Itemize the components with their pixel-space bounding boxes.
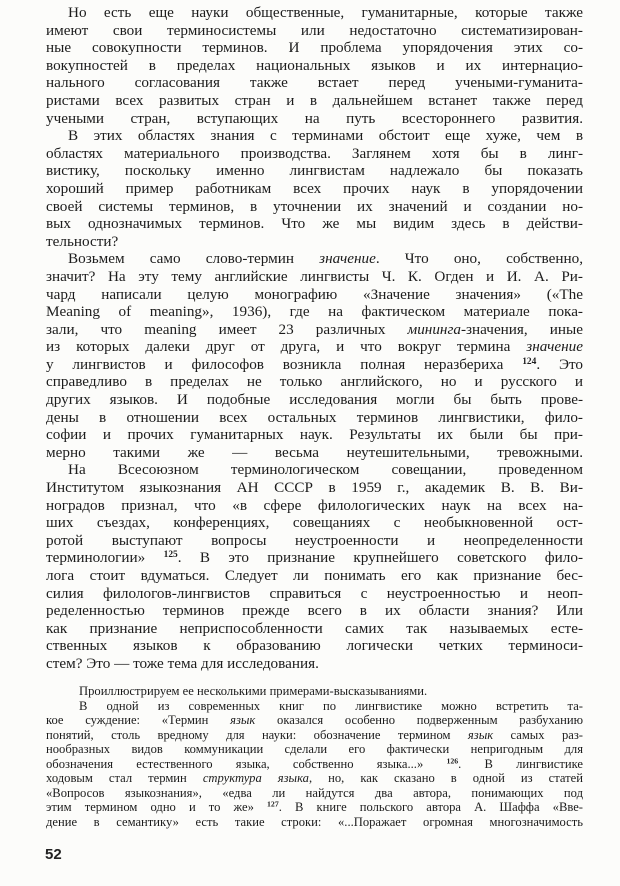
text-line xyxy=(46,444,583,462)
italic-term: структура языка xyxy=(202,771,309,786)
text-line xyxy=(46,728,583,743)
text-line xyxy=(46,39,583,57)
small-print-text xyxy=(46,684,583,829)
text-line xyxy=(46,373,583,391)
italic-term: мининга xyxy=(407,320,461,338)
italic-term: значение xyxy=(526,338,583,356)
text-line xyxy=(46,699,583,714)
text-run: мерно такими же — весьма неутешительными, тревожными. xyxy=(46,443,583,461)
paragraph xyxy=(46,127,583,250)
text-run: областях материального производства. Заглянем хотя бы в линг- xyxy=(46,144,583,162)
text-run: стем? Это — тоже тема для исследования. xyxy=(46,654,319,672)
text-run: В одной из современных книг по лингвистике можно встретить та- xyxy=(79,698,583,713)
text-run: имеют свои терминосистемы или недостаточно систематизирован- xyxy=(46,21,583,39)
text-run: хороший пример работникам всех прочих наук в упорядочении xyxy=(46,179,583,197)
text-run: . Это xyxy=(536,355,583,373)
text-run: ные совокупности терминов. И проблема упорядочения этих со- xyxy=(46,39,583,57)
text-run: справедливо в пределах не только английского, но и русского и xyxy=(46,373,583,391)
text-run: -значения, иные xyxy=(460,320,584,338)
text-run: вистику, поскольку именно лингвистам надлежало бы показать xyxy=(46,162,583,180)
text-line xyxy=(46,338,583,356)
text-line xyxy=(46,268,583,286)
text-line xyxy=(46,57,583,75)
text-line xyxy=(46,514,583,532)
text-line xyxy=(46,497,583,515)
text-line xyxy=(46,620,583,638)
text-line xyxy=(46,786,583,801)
text-run: значит? На эту тему английские лингвисты Ч. К. Огден и И. А. Ри- xyxy=(46,267,583,285)
text-run: дены в отношении всех остальных терминов лингвистики, фило- xyxy=(46,408,583,426)
text-line xyxy=(46,532,583,550)
text-run: В этих областях знания с терминами обстоит еще хуже, чем в xyxy=(68,127,583,145)
text-line xyxy=(46,391,583,409)
text-run: терминологии» xyxy=(46,549,164,567)
text-line xyxy=(46,567,583,585)
text-run: понятий, столь вредному для науки: обозначение термином xyxy=(46,727,468,742)
text-run: ственных языков к образованию логически четких терминоси- xyxy=(46,637,583,655)
text-run: ноградов признал, что «в сфере филологических наук на всех на- xyxy=(46,496,583,514)
footnote-ref: 125 xyxy=(163,550,178,561)
italic-term: язык xyxy=(467,727,494,742)
text-line xyxy=(46,74,583,92)
text-line xyxy=(46,742,583,757)
text-run: «Вопросов языкознания», «едва ли найдутся два автора, понимающих под xyxy=(46,785,583,800)
text-line xyxy=(46,637,583,655)
text-line xyxy=(46,127,583,145)
text-run: , но, как сказано в одной из статей xyxy=(308,771,584,786)
text-line xyxy=(46,426,583,444)
text-line xyxy=(46,549,583,567)
text-run: ротой выступают вопросы неустроенности и неопределенности xyxy=(46,531,583,549)
text-run: своей системы терминов, в уточнении их значений и создании но- xyxy=(46,197,583,215)
text-run: На Всесоюзном терминологическом совещании, проведенном xyxy=(68,461,583,479)
text-line xyxy=(46,215,583,233)
text-run: учеными стран, вступающих на путь всестороннего развития. xyxy=(46,109,583,127)
text-run: . Что оно, собственно, xyxy=(375,250,583,268)
text-line xyxy=(46,713,583,728)
text-run: Возьмем само слово-термин xyxy=(68,250,320,268)
text-run: вых однозначимых терминов. Что же мы видим здесь в действи- xyxy=(46,215,583,233)
text-run: самых раз- xyxy=(493,727,583,742)
text-run: нального согласования также встает перед учеными-гуманита- xyxy=(46,74,583,92)
text-line xyxy=(46,356,583,374)
text-line xyxy=(46,585,583,603)
text-run: других языков. И подобные исследования могли бы быть прове- xyxy=(46,391,583,409)
text-run: из которых далеки друг от друга, и что вокруг термина xyxy=(46,338,527,356)
text-line xyxy=(46,815,583,830)
footnote-ref: 124 xyxy=(522,356,537,367)
text-run: Проиллюстрируем ее несколькими примерами-высказываниями. xyxy=(79,684,428,698)
text-line xyxy=(46,250,583,268)
text-run: дение в семантику» есть такие строки: «...Поражает огромная многозначимость xyxy=(46,814,583,829)
text-run: обозначения естественного языка, собственно языка...» xyxy=(46,756,447,771)
text-run: силия филологов-лингвистов справиться с неустроенностью и неоп- xyxy=(46,584,583,602)
text-run: ших съездах, конференциях, совещаниях с необыкновенной ост- xyxy=(46,514,583,532)
text-line xyxy=(46,286,583,304)
text-run: нообразных видов коммуникации сделали его фактически непригодным для xyxy=(46,742,583,757)
text-run: . В это признание крупнейшего советского фило- xyxy=(177,549,584,567)
text-run: этим термином одно и то же» xyxy=(46,800,268,815)
text-line xyxy=(46,92,583,110)
text-run: Институтом языкознания АН СССР в 1959 г., академик В. В. Ви- xyxy=(46,479,583,497)
italic-term: значение xyxy=(319,250,376,268)
text-run: у лингвистов и философов возникла полная неразбериха xyxy=(46,355,523,373)
text-run: зали, что meaning имеет 23 различных xyxy=(46,320,408,338)
text-run: вокупностей в пределах национальных языков и их интернацио- xyxy=(46,56,583,74)
text-run: ходовым стал термин xyxy=(46,771,203,786)
paragraph xyxy=(46,250,583,461)
text-line xyxy=(46,655,583,673)
text-run: ристами всех развитых стран и в дальнейшем встанет также перед xyxy=(46,91,583,109)
text-run: чард написали целую монографию «Значение значения» («The xyxy=(46,285,583,303)
text-line xyxy=(46,145,583,163)
text-line xyxy=(46,757,583,772)
text-run: Но есть еще науки общественные, гуманитарные, которые также xyxy=(68,4,583,21)
paragraph xyxy=(46,699,583,830)
text-line xyxy=(46,461,583,479)
text-line xyxy=(46,110,583,128)
text-line xyxy=(46,602,583,620)
footnote-ref: 127 xyxy=(267,800,279,810)
italic-term: язык xyxy=(230,713,256,728)
text-line xyxy=(46,198,583,216)
text-run: оказался особенно подверженным разбуханию xyxy=(255,713,583,728)
paragraph xyxy=(46,461,583,672)
text-line xyxy=(46,409,583,427)
text-line xyxy=(46,22,583,40)
text-line xyxy=(46,180,583,198)
text-line xyxy=(46,321,583,339)
text-run: тельности? xyxy=(46,232,119,250)
text-line xyxy=(46,684,583,699)
text-run: . В лингвистике xyxy=(458,756,583,771)
text-run: . В книге польского автора А. Шаффа «Вве- xyxy=(278,800,584,815)
text-run: Meaning of meaning», 1936), где на фактическом материале пока- xyxy=(46,303,583,321)
text-line xyxy=(46,233,583,251)
text-line xyxy=(46,4,583,22)
paragraph xyxy=(46,684,583,699)
page-number: 52 xyxy=(45,846,62,863)
text-line xyxy=(46,162,583,180)
text-line xyxy=(46,771,583,786)
text-run: лога стоит вдуматься. Следует ли понимать его как признание бес- xyxy=(46,567,583,584)
paragraph xyxy=(46,4,583,127)
text-run: кое суждение: «Термин xyxy=(46,713,231,728)
text-line xyxy=(46,800,583,815)
text-line xyxy=(46,479,583,497)
footnote-ref: 126 xyxy=(446,756,459,766)
main-text xyxy=(46,4,583,673)
text-run: как признание неприспособленности самих так называемых есте- xyxy=(46,619,583,637)
text-run: софии и прочих гуманитарных наук. Результаты их были бы при- xyxy=(46,426,583,444)
text-line xyxy=(46,303,583,321)
text-run: ределенностью терминов прежде всего в их области знания? Или xyxy=(46,602,583,620)
